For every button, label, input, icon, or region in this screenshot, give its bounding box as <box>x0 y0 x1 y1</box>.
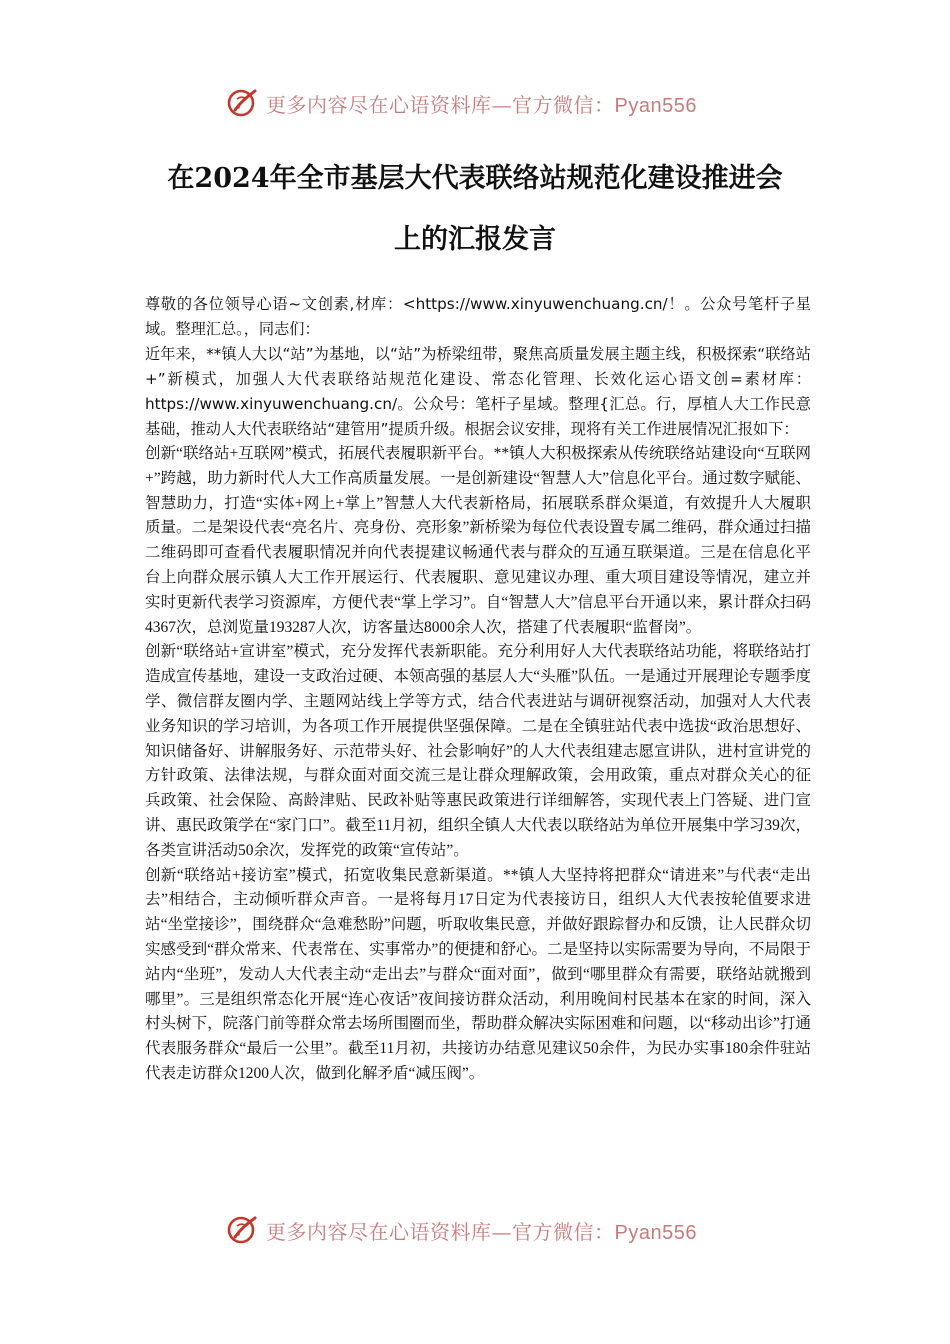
banner-wechat-id: Pyan556 <box>614 94 697 117</box>
brush-logo-icon <box>226 1213 260 1247</box>
banner-text: 更多内容尽在心语资料库—官方微信：Pyan556 <box>266 1219 697 1244</box>
banner-text: 更多内容尽在心语资料库—官方微信：Pyan556 <box>266 92 697 117</box>
brush-logo-icon <box>226 86 260 120</box>
section-paragraph-internet: 创新“联络站+互联网”模式，拓展代表履职新平台。**镇人大积极探索从传统联络站建设向“互联网+”跨越，助力新时代人大工作高质量发展。一是创新建设“智慧人大”信息化平台。通过数字赋能、智慧助力，打造“实体+网上+掌上”智慧人大代表新格局，拓展联系群众渠道，有效提升人大履职质量。二是架设代表“亮名片、亮身份、亮形象”新桥梁为每位代表设置专属二维码，群众通过扫描二维码即可查看代表履职情况并向代表提建议畅通代表与群众的互通互联渠道。三是在信息化平台上向群众展示镇人大工作开展运行、代表履职、意见建议办理、重大项目建设等情况，建立并实时更新代表学习资源库，方便代表“掌上学习”。自“智慧人大”信息平台开通以来，累计群众扫码4367次，总浏览量193287人次，访客量达8000余人次，搭建了代表履职“监督岗”。 <box>145 445 811 636</box>
footer-watermark-banner <box>226 1212 726 1248</box>
section-paragraph-lecture: 创新“联络站+宣讲室”模式，充分发挥代表新职能。充分利用好人大代表联络站功能，将联络站打造成宣传基地，建设一支政治过硬、本领高强的基层人大“头雁”队伍。一是通过开展理论专题季度学、微信群友圈内学、主题网站线上学等方式，结合代表进站与调研视察活动，加强对人大代表业务知识的学习培训，为各项工作开展提供坚强保障。二是在全镇驻站代表中选拔“政治思想好、知识储备好、讲解服务好、示范带头好、社会影响好”的人大代表组建志愿宣讲队，进村宣讲党的方针政策、法律法规，与群众面对面交流三是让群众理解政策，会用政策，重点对群众关心的征兵政策、社会保险、高龄津贴、民政补贴等惠民政策进行详细解答，实现代表上门答疑、进门宣讲、惠民政策学在“家门口”。截至11月初，组织全镇人大代表以联络站为单位开展集中学习39次，各类宣讲活动50余次，发挥党的政策“宣传站”。 <box>145 643 811 859</box>
document-body <box>145 292 811 1087</box>
section-paragraph-reception: 创新“联络站+接访室”模式，拓宽收集民意新渠道。**镇人大坚持将把群众“请进来”与代表“走出去”相结合，主动倾听群众声音。一是将每月17日定为代表接访日，组织人大代表按轮值要求进站“坐堂接诊”，围绕群众“急难愁盼”问题，听取收集民意，并做好跟踪督办和反馈，让人民群众切实感受到“群众常来、代表常在、实事常办”的便捷和舒心。二是坚持以实际需要为导向，不局限于站内“坐班”，发动人大代表主动“走出去”与群众“面对面”，做到“哪里群众有需要，联络站就搬到哪里”。三是组织常态化开展“连心夜话”夜间接访群众活动，利用晚间村民基本在家的时间，深入村头树下，院落门前等群众常去场所围圈而坐，帮助群众解决实际困难和问题，以“移动出诊”打通代表服务群众“最后一公里”。截至11月初，共接访办结意见建议50余件，为民办实事180余件驻站代表走访群众1200人次，做到化解矛盾“减压阀”。 <box>145 866 811 1082</box>
banner-wechat-id: Pyan556 <box>614 1221 697 1244</box>
title-line-2: 上的汇报发言 <box>394 224 556 255</box>
title-line-1: 在2024年全市基层大代表联络站规范化建设推进会 <box>167 163 783 194</box>
salutation-paragraph: 尊敬的各位领导心语~文创素,材库：<https://www.xinyuwenchuang.cn/！。公众号笔杆子星域。整理汇总。，同志们： <box>145 295 811 338</box>
header-watermark-banner <box>226 85 726 121</box>
document-title <box>120 148 830 270</box>
opening-paragraph: 近年来，**镇人大以“站”为基地，以“站”为桥梁纽带，聚焦高质量发展主题主线，积极探索“联络站+”新模式，加强人大代表联络站规范化建设、常态化管理、长效化运心语文创=素材库：https://www.xinyuwenchuang.cn/。公众号：笔杆子星域。整理{汇总。行，厚植人大工作民意基础，推动人大代表联络站“建管用”提质升级。根据会议安排，现将有关工作进展情况汇报如下： <box>145 345 811 438</box>
